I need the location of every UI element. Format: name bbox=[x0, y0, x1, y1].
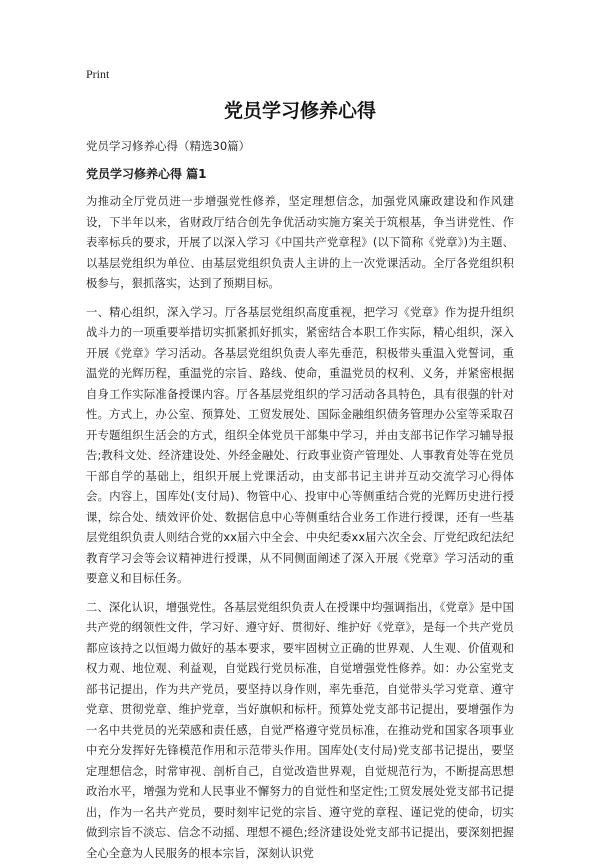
paragraph-section-two: 二、深化认识，增强党性。各基层党组织负责人在授课中均强调指出，《党章》是中国共产党的纲领性文件，学习好、遵守好、贯彻好、维护好《党章》，是每一个共产党员都应该持之以恒竭力做好的基本要求，要牢固树立正确的世界观、人生观、价值观和权力观、地位观、利益观，自觉践行党员标准，自觉增强党性修养。如：办公室党支部书记提出，作为共产党员，要坚持以身作则，率先垂范，自觉带头学习党章、遵守党章、贯彻党章、维护党章，当好旗帜和标杆。预算处党支部书记提出，要增强作为一名中共党员的光荣感和责任感，自觉严格遵守党员标准，在推动党和国家各项事业中充分发挥好先锋模范作用和示范带头作用。国库处(支付局)党支部书记提出，要坚定理想信念，时常审视、剖析自己，自觉改造世界观，自觉规范行为，不断提高思想政治水平，增强为党和人民事业不懈努力的自觉性和坚定性;工贸发展处党支部书记提出，作为一名共产党员，要时刻牢记党的宗旨、遵守党的章程、谨记党的使命，切实做到宗旨不淡忘、信念不动摇、理想不褪色;经济建设处党支部书记提出，要深刻把握全心全意为人民服务的根本宗旨，深刻认识党 bbox=[86, 598, 514, 864]
print-label[interactable]: Print bbox=[86, 66, 514, 82]
page-title: 党员学习修养心得 bbox=[86, 98, 514, 124]
paragraph-intro: 为推动全厅党员进一步增强党性修养，坚定理想信念，加强党风廉政建设和作风建设，下半年以来，省财政厅结合创先争优活动实施方案关于筑根基，争当讲党性、作表率标兵的要求，开展了以深入学习《中国共产党章程》(以下简称《党章》)为主题、以基层党组织为单位、由基层党组织负责人主讲的上一次党课活动。全厅各党组织积极参与，狠抓落实，达到了预期目标。 bbox=[86, 192, 514, 295]
document-subtitle: 党员学习修养心得（精选30篇） bbox=[86, 138, 514, 154]
section-heading: 党员学习修养心得 篇1 bbox=[86, 166, 514, 182]
paragraph-section-one: 一、精心组织，深入学习。厅各基层党组织高度重视，把学习《党章》作为提升组织战斗力的一项重要举措切实抓紧抓好抓实，紧密结合本职工作实际，精心组织，深入开展《党章》学习活动。各基层党组织负责人率先垂范，积极带头重温入党誓词，重温党的光辉历程，重温党的宗旨、路线、使命，重温党员的权利、义务，并紧密根据自身工作实际准备授课内容。厅各基层党组织的学习活动各具特色，具有很强的针对性。方式上，办公室、预算处、工贸发展处、国际金融组织债务管理办公室等采取召开专题组织生活会的方式，组织全体党员干部集中学习，并由支部书记作学习辅导报告;教科文处、经济建设处、外经金融处、行政事业资产管理处、人事教育处等在党员干部自学的基础上，组织开展上党课活动，由支部书记主讲并互动交流学习心得体会。内容上，国库处(支付局)、物管中心、投审中心等侧重结合党的光辉历史进行授课，综合处、绩效评价处、数据信息中心等侧重结合业务工作进行授课，还有一些基层党组织负责人则结合党的xx届六中全会、中央纪委xx届六次全会、厅党纪政纪法纪教育学习会等会议精神进行授课，从不同侧面阐述了深入开展《党章》学习活动的重要意义和目标任务。 bbox=[86, 303, 514, 590]
